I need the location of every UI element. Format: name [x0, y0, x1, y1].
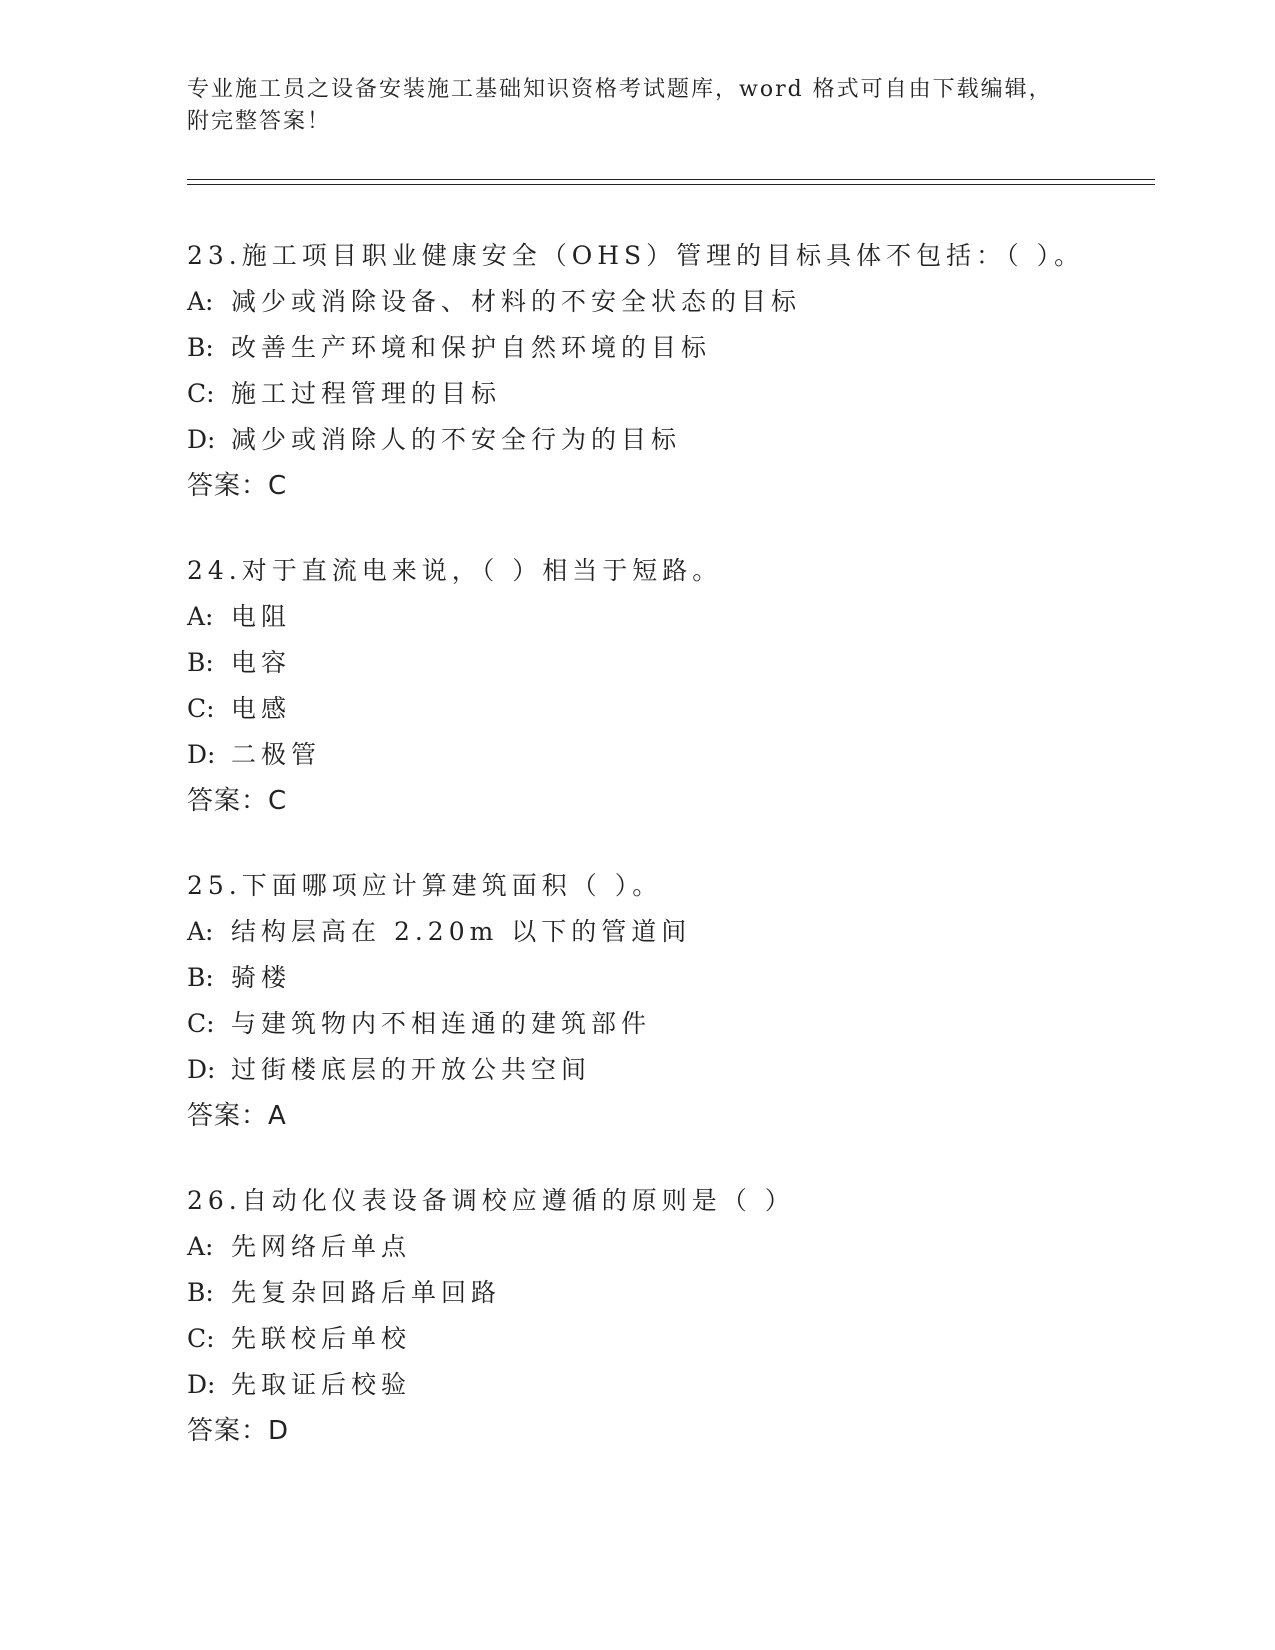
answer: 答案：C — [187, 786, 288, 816]
document-header — [187, 74, 1087, 138]
option-a — [187, 1224, 1155, 1270]
option-letter: A: — [187, 602, 214, 631]
option-b — [187, 640, 1155, 686]
option-text: 与建筑物内不相连通的建筑部件 — [231, 1009, 652, 1038]
option-text: 先取证后校验 — [231, 1370, 412, 1399]
option-letter: C: — [187, 1009, 215, 1038]
option-letter: A: — [187, 917, 214, 946]
option-text: 过街楼底层的开放公共空间 — [231, 1055, 592, 1084]
option-d — [187, 732, 1155, 778]
option-letter: B: — [187, 1278, 214, 1307]
option-letter: C: — [187, 1324, 215, 1353]
question-23 — [187, 233, 1155, 509]
option-a — [187, 594, 1155, 640]
option-c — [187, 1316, 1155, 1362]
option-letter: D: — [187, 740, 216, 769]
option-letter: C: — [187, 694, 215, 723]
option-text: 先联校后单校 — [231, 1324, 412, 1353]
header-line-1: 专业施工员之设备安装施工基础知识资格考试题库，word 格式可自由下载编辑， — [187, 77, 1053, 102]
option-b — [187, 325, 1155, 371]
option-text: 二极管 — [231, 740, 322, 769]
option-letter: A: — [187, 1232, 214, 1261]
answer: 答案：C — [187, 471, 288, 501]
option-a — [187, 279, 1155, 325]
option-letter: C: — [187, 379, 215, 408]
option-d — [187, 1362, 1155, 1408]
option-letter: D: — [187, 1055, 216, 1084]
option-c — [187, 1001, 1155, 1047]
question-26 — [187, 1178, 1155, 1454]
header-line-2: 附完整答案！ — [187, 109, 332, 134]
option-text: 电感 — [231, 694, 292, 723]
option-d — [187, 1047, 1155, 1093]
option-b — [187, 955, 1155, 1001]
option-d — [187, 417, 1155, 463]
option-c — [187, 371, 1155, 417]
question-title: 24.对于直流电来说，（ ）相当于短路。 — [187, 556, 723, 585]
option-c — [187, 686, 1155, 732]
option-a — [187, 909, 1155, 955]
option-text: 施工过程管理的目标 — [231, 379, 502, 408]
question-title: 26.自动化仪表设备调校应遵循的原则是（ ） — [187, 1186, 795, 1215]
option-text: 电容 — [231, 648, 292, 677]
header-divider-top — [187, 179, 1155, 180]
question-25 — [187, 863, 1155, 1139]
option-b — [187, 1270, 1155, 1316]
option-letter: B: — [187, 333, 214, 362]
answer: 答案：D — [187, 1416, 290, 1446]
question-title: 23.施工项目职业健康安全（OHS）管理的目标具体不包括：（ ）。 — [187, 241, 1085, 270]
header-divider-bottom — [187, 184, 1155, 185]
option-letter: D: — [187, 1370, 216, 1399]
answer: 答案：A — [187, 1101, 287, 1131]
option-text: 先网络后单点 — [231, 1232, 412, 1261]
option-text: 减少或消除设备、材料的不安全状态的目标 — [231, 287, 802, 316]
option-letter: D: — [187, 425, 216, 454]
option-letter: A: — [187, 287, 214, 316]
question-24 — [187, 548, 1155, 824]
option-letter: B: — [187, 648, 214, 677]
option-text: 改善生产环境和保护自然环境的目标 — [231, 333, 712, 362]
option-letter: B: — [187, 963, 214, 992]
option-text: 减少或消除人的不安全行为的目标 — [231, 425, 682, 454]
option-text: 电阻 — [231, 602, 292, 631]
option-text: 结构层高在 2.20m 以下的管道间 — [231, 917, 692, 946]
question-title: 25.下面哪项应计算建筑面积（ ）。 — [187, 871, 663, 900]
option-text: 先复杂回路后单回路 — [231, 1278, 502, 1307]
option-text: 骑楼 — [231, 963, 292, 992]
